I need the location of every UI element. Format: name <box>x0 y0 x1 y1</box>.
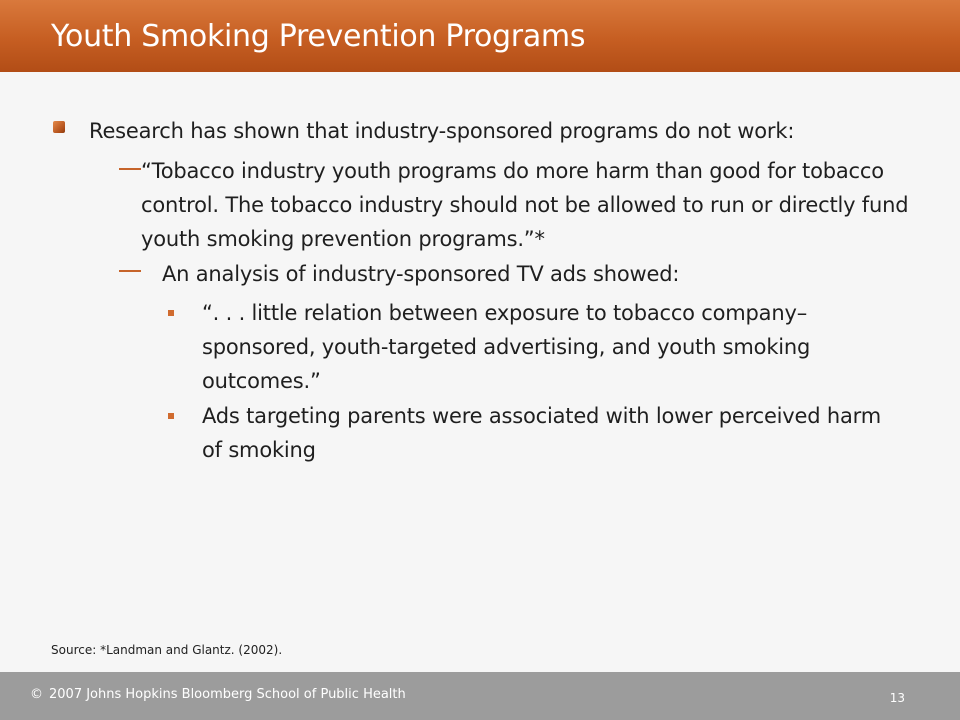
small-square-bullet-icon <box>168 310 174 316</box>
small-square-bullet-icon <box>168 413 174 419</box>
bullet-level3-text: Ads targeting parents were associated with lower perceived harm of smoking <box>202 404 881 462</box>
dash-bullet-icon <box>119 270 141 272</box>
footer-copyright-text: 2007 Johns Hopkins Bloomberg School of Public Health <box>49 687 406 702</box>
bullet-level2-text: An analysis of industry-sponsored TV ads showed: <box>162 262 680 286</box>
bullet-level1-text: Research has shown that industry-sponsored programs do not work: <box>89 119 795 143</box>
bullet-level3-quote: “. . . little relation between exposure to tobacco company–sponsored, youth-targeted advertising, and youth smoking outcomes.” <box>202 301 811 393</box>
footer-bar <box>0 672 960 720</box>
source-citation: Source: *Landman and Glantz. (2002). <box>51 643 283 657</box>
page-number: 13 <box>889 691 905 705</box>
bullet-level2-quote: “Tobacco industry youth programs do more harm than good for tobacco control. The tobacco industry should not be allowed to run or directly fund youth smoking prevention programs.”* <box>141 159 909 251</box>
title-bar <box>0 0 960 72</box>
slide-title: Youth Smoking Prevention Programs <box>51 19 586 54</box>
footer-copyright <box>30 686 406 704</box>
copyright-icon: © <box>30 687 43 702</box>
bullet-square-icon <box>53 121 65 133</box>
dash-bullet-icon <box>119 168 141 170</box>
